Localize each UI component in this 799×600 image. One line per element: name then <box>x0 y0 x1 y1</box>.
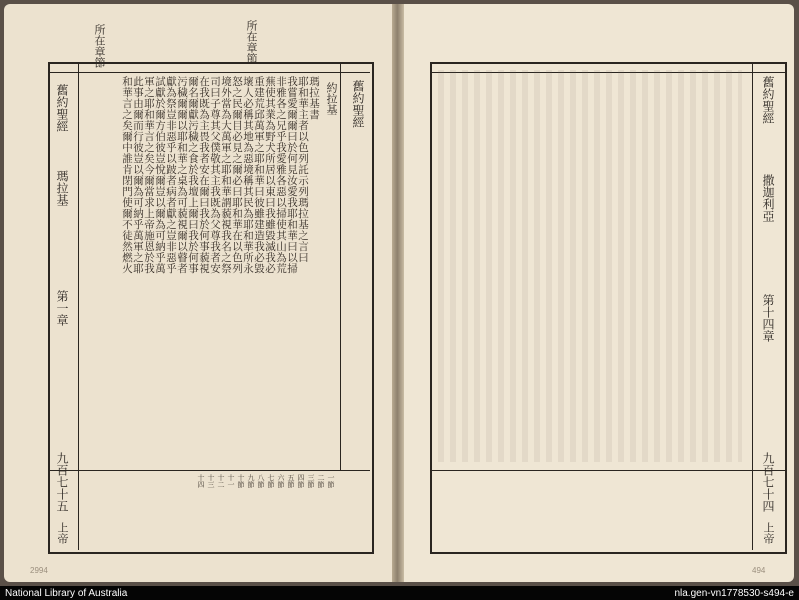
text-column: 此事由爾而行彼豈以爾為可納乎萬軍之耶 <box>132 76 144 274</box>
left-bottom-mark: 上帝 <box>56 522 69 544</box>
text-column: 軍之耶和華言之矣今爾當求上帝施恩於我 <box>143 76 155 274</box>
text-column: 耶和華主者以色列託示列瑪拉基之言曰 <box>297 76 309 263</box>
text-column: 我嘗愛爾爾曰於何見汝愛我耶和華曰以掃 <box>286 76 298 274</box>
text-column: 試獻於爾方伯彼豈悅爾豈以爾為可納乎萬 <box>154 76 166 274</box>
left-header-rule <box>50 72 370 73</box>
left-section-label: 約拉基 <box>325 82 338 115</box>
right-chapter: 第十四章 <box>761 294 775 342</box>
item-identifier: nla.gen-vn1778530-s494-e <box>674 587 794 599</box>
footnote: 五節 <box>287 474 295 488</box>
library-name: National Library of Australia <box>5 587 128 599</box>
right-bottom-mark: 上帝 <box>762 522 775 544</box>
text-column: 重建荒邱萬軍之耶和華曰彼雖建造我必毀 <box>253 76 265 274</box>
left-footer-rule <box>50 470 370 471</box>
footnote: 二節 <box>317 474 325 488</box>
left-header-note-1: 所在章節 <box>93 24 106 68</box>
footnote: 四節 <box>297 474 305 488</box>
footnote: 十三 <box>207 474 215 488</box>
footnote: 七節 <box>267 474 275 488</box>
right-margin-rule <box>752 64 753 550</box>
footnote: 九節 <box>247 474 255 488</box>
footnote: 一節 <box>327 474 335 488</box>
left-header-note-2: 所在章節 <box>245 20 258 64</box>
left-chapter: 第一章 <box>55 290 69 326</box>
text-column: 司曰子尊其父僕敬其主我既為父尊我者安 <box>209 76 221 274</box>
text-column: 和華言之矣爾中誰肯閉門使爾不徒然燃火 <box>121 76 133 274</box>
footnote: 十四 <box>197 474 205 488</box>
footnote: 三節 <box>307 474 315 488</box>
footnote: 六節 <box>277 474 285 488</box>
text-column: 蕪使其業為野犬所居以東曰我雖毀滅我必 <box>264 76 276 274</box>
footnote: 十二 <box>217 474 225 488</box>
left-page-stamp: 2994 <box>30 566 48 575</box>
text-column: 境外當為大萬軍之耶和華謂藐視我名之祭 <box>220 76 232 274</box>
footnote: 八節 <box>257 474 265 488</box>
left-book-name-margin: 舊約聖經 <box>55 84 69 132</box>
left-book-name: 瑪拉基 <box>55 170 69 206</box>
attribution-bar <box>0 586 799 600</box>
text-column: 獻為祭豈非惡乎以跛者病者獻之豈非惡乎 <box>165 76 177 274</box>
right-book-title: 舊約聖經 <box>761 76 775 124</box>
text-column: 壞人必稱其地為惡境稱其民為耶和華所永 <box>242 76 254 274</box>
text-column: 非雅各之兄乎我愛雅各惡以掃使其山為荒 <box>275 76 287 274</box>
footnote: 十節 <box>237 474 245 488</box>
right-book-name: 撒迦利亞 <box>761 174 775 222</box>
right-page-number: 九百七十四 <box>761 452 775 512</box>
right-footer-rule <box>432 470 785 471</box>
book-gutter <box>392 4 404 582</box>
text-column: 污穢爾爾以耶和華之桌為可藐視爾以瞽者 <box>176 76 188 274</box>
text-column: 爾名爾獻污穢之食於我壇上爾曰我於何事 <box>187 76 199 274</box>
left-footnotes <box>96 474 336 544</box>
text-column: 在我既為主畏我者安在爾曰我於何事藐視 <box>198 76 210 274</box>
left-text-columns <box>96 76 322 466</box>
left-book-title: 舊約聖經 <box>351 80 365 128</box>
right-faint-text <box>438 70 742 462</box>
left-inner-rule <box>340 64 341 470</box>
text-column: 瑪拉基書 <box>308 76 320 120</box>
text-column: 怒之民爾目必見之爾必曰耶和華在以色列 <box>231 76 243 274</box>
right-page-stamp: 494 <box>752 566 766 575</box>
footnote: 十一 <box>227 474 235 488</box>
left-margin-rule <box>78 64 79 550</box>
left-page-number: 九百七十五 <box>55 452 69 512</box>
